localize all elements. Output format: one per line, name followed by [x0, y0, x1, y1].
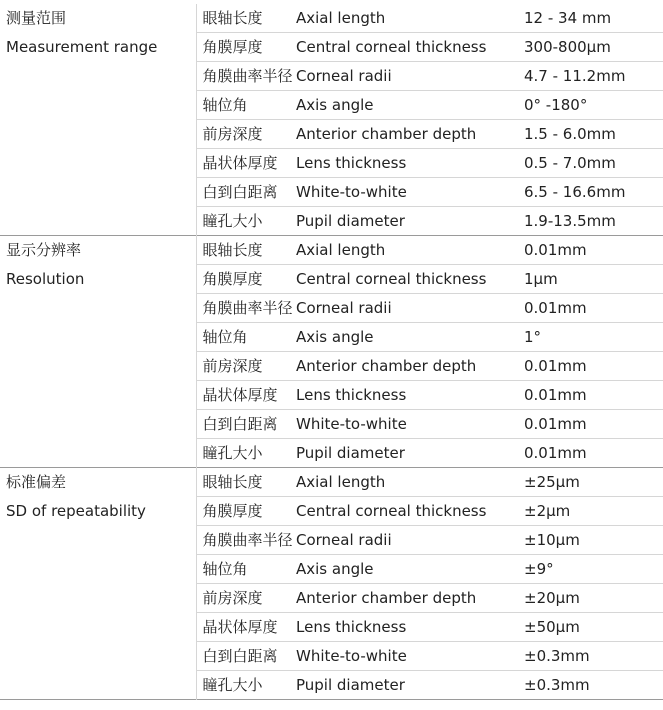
- parameter-name-zh: 角膜厚度: [202, 270, 263, 288]
- parameter-name-en: Anterior chamber depth: [296, 125, 477, 143]
- parameter-name-zh: 白到白距离: [202, 647, 278, 665]
- category-cell: [0, 236, 196, 468]
- spec-table: [0, 4, 663, 700]
- category-label-en: Resolution: [6, 270, 85, 288]
- parameter-name-en: Axis angle: [296, 328, 374, 346]
- table-row: [0, 236, 663, 265]
- parameter-value: ±0.3mm: [524, 676, 590, 694]
- parameter-name-en: White-to-white: [296, 647, 407, 665]
- parameter-name-en: Central corneal thickness: [296, 502, 487, 520]
- parameter-name-zh: 晶状体厚度: [202, 154, 278, 172]
- parameter-value: ±2μm: [524, 502, 571, 520]
- parameter-name-en: Corneal radii: [296, 67, 392, 85]
- parameter-name-zh: 前房深度: [202, 357, 263, 375]
- parameter-name-en: Lens thickness: [296, 386, 407, 404]
- parameter-name-en: Anterior chamber depth: [296, 589, 477, 607]
- parameter-value: ±20μm: [524, 589, 580, 607]
- category-label-en: SD of repeatability: [6, 502, 146, 520]
- spec-table-body: [0, 4, 663, 700]
- parameter-name-en: Axial length: [296, 473, 386, 491]
- parameter-name-zh: 角膜厚度: [202, 38, 263, 56]
- table-row: [0, 4, 663, 33]
- parameter-name-zh: 轴位角: [202, 560, 248, 578]
- parameter-value: 0.01mm: [524, 299, 587, 317]
- parameter-value: 4.7 - 11.2mm: [524, 67, 626, 85]
- category-label-en: Measurement range: [6, 38, 158, 56]
- parameter-name-zh: 前房深度: [202, 125, 263, 143]
- parameter-name-zh: 角膜厚度: [202, 502, 263, 520]
- parameter-name-en: White-to-white: [296, 183, 407, 201]
- parameter-value: ±50μm: [524, 618, 580, 636]
- parameter-name-en: Pupil diameter: [296, 676, 405, 694]
- parameter-name-en: Axis angle: [296, 560, 374, 578]
- parameter-value: 0.01mm: [524, 444, 587, 462]
- parameter-name-zh: 白到白距离: [202, 415, 278, 433]
- parameter-name-en: Axial length: [296, 241, 386, 259]
- parameter-name-zh: 晶状体厚度: [202, 618, 278, 636]
- parameter-name-en: Axial length: [296, 9, 386, 27]
- parameter-name-zh: 角膜曲率半径: [202, 531, 293, 549]
- parameter-name-zh: 瞳孔大小: [202, 444, 263, 462]
- parameter-name-zh: 眼轴长度: [202, 241, 263, 259]
- parameter-name-en: Central corneal thickness: [296, 270, 487, 288]
- category-cell: [0, 468, 196, 700]
- category-label-zh: 标准偏差: [6, 473, 67, 491]
- category-cell: [0, 4, 196, 236]
- parameter-value: ±0.3mm: [524, 647, 590, 665]
- parameter-name-zh: 晶状体厚度: [202, 386, 278, 404]
- parameter-name-zh: 瞳孔大小: [202, 212, 263, 230]
- parameter-name-en: Axis angle: [296, 96, 374, 114]
- parameter-name-zh: 轴位角: [202, 328, 248, 346]
- table-row: [0, 468, 663, 497]
- parameter-value: 1°: [524, 328, 542, 346]
- parameter-name-en: Corneal radii: [296, 531, 392, 549]
- parameter-name-zh: 眼轴长度: [202, 473, 263, 491]
- parameter-value: ±10μm: [524, 531, 580, 549]
- parameter-value: 0.01mm: [524, 386, 587, 404]
- parameter-value: 0.01mm: [524, 415, 587, 433]
- parameter-value: ±25μm: [524, 473, 580, 491]
- parameter-value: 1.9-13.5mm: [524, 212, 616, 230]
- parameter-value: 0° -180°: [524, 96, 588, 114]
- parameter-value: 1μm: [524, 270, 558, 288]
- parameter-name-en: White-to-white: [296, 415, 407, 433]
- parameter-name-en: Pupil diameter: [296, 444, 405, 462]
- parameter-value: 0.01mm: [524, 241, 587, 259]
- category-label-zh: 测量范围: [6, 9, 67, 27]
- parameter-value: 1.5 - 6.0mm: [524, 125, 616, 143]
- parameter-name-zh: 瞳孔大小: [202, 676, 263, 694]
- parameter-value: 12 - 34 mm: [524, 9, 612, 27]
- parameter-name-en: Anterior chamber depth: [296, 357, 477, 375]
- parameter-name-en: Corneal radii: [296, 299, 392, 317]
- parameter-name-en: Lens thickness: [296, 154, 407, 172]
- category-label-zh: 显示分辨率: [6, 241, 82, 259]
- parameter-name-en: Lens thickness: [296, 618, 407, 636]
- parameter-value: ±9°: [524, 560, 554, 578]
- parameter-name-zh: 角膜曲率半径: [202, 67, 293, 85]
- parameter-value: 0.01mm: [524, 357, 587, 375]
- parameter-name-en: Pupil diameter: [296, 212, 405, 230]
- parameter-name-en: Central corneal thickness: [296, 38, 487, 56]
- parameter-value: 6.5 - 16.6mm: [524, 183, 626, 201]
- parameter-value: 0.5 - 7.0mm: [524, 154, 616, 172]
- parameter-name-zh: 眼轴长度: [202, 9, 263, 27]
- parameter-name-zh: 角膜曲率半径: [202, 299, 293, 317]
- parameter-name-zh: 白到白距离: [202, 183, 278, 201]
- parameter-value: 300-800μm: [524, 38, 611, 56]
- parameter-name-zh: 前房深度: [202, 589, 263, 607]
- parameter-name-zh: 轴位角: [202, 96, 248, 114]
